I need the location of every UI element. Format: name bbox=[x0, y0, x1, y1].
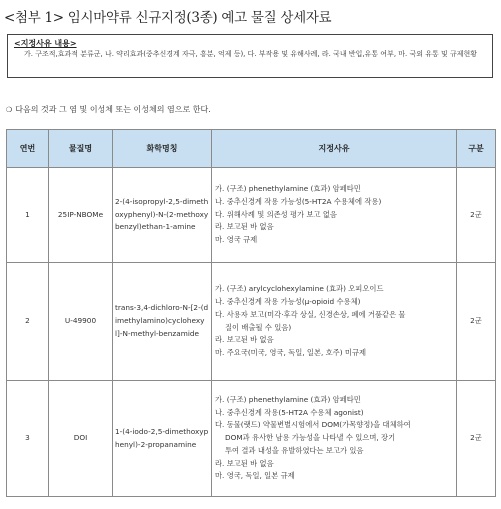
reason-line: 투여 결과 내성을 유발하였다는 보고가 있음 bbox=[225, 445, 364, 455]
header-substance: 물질명 bbox=[49, 130, 113, 168]
reason-line: 라. 보고된 바 없음 bbox=[215, 335, 274, 345]
legend-heading: <지정사유 내용> bbox=[14, 39, 77, 48]
reason-line: 나. 중추신경계 작용 가능성(μ-opioid 수용체) bbox=[215, 297, 361, 307]
header-no: 연번 bbox=[7, 130, 49, 168]
row-category: 2군 bbox=[457, 381, 496, 497]
header-category: 구분 bbox=[457, 130, 496, 168]
row-category: 2군 bbox=[457, 168, 496, 263]
legend-content: 가. 구조적,효과적 분류군, 나. 약리효과(중추신경계 자극, 흥분, 억제 등), 다. 부작용 및 유해사례, 라. 국내 반입,유통 여부, 마. 국외 유통 및 규제현황 bbox=[24, 50, 478, 58]
row-chemical: trans-3,4-dichloro-N-[2-(dimethylamino)cyclohexyl]-N-methyl-benzamide bbox=[113, 263, 212, 381]
reason-line: 다. 동물(랫드) 약물변별시험에서 DOM(가목향정)을 대체하여 bbox=[215, 420, 411, 430]
row-substance: 25IP-NBOMe bbox=[49, 168, 113, 263]
table-header-row bbox=[7, 130, 496, 168]
table-row bbox=[7, 381, 496, 497]
reason-line: DOM과 유사한 남용 가능성을 나타낼 수 있으며, 장기 bbox=[225, 433, 396, 443]
reason-line: 가. (구조) phenethylamine (효과) 암페타민 bbox=[215, 184, 361, 194]
row-no: 3 bbox=[7, 381, 49, 497]
row-chemical: 1-(4-iodo-2,5-dimethoxyphenyl)-2-propanamine bbox=[113, 381, 212, 497]
table-row bbox=[7, 168, 496, 263]
reason-line: 다. 위해사례 및 의존성 평가 보고 없음 bbox=[215, 209, 337, 219]
reason-line: 나. 중추신경계 작용 가능성(5-HT2A 수용체에 작용) bbox=[215, 196, 382, 206]
table-row bbox=[7, 263, 496, 381]
row-substance: U-49900 bbox=[49, 263, 113, 381]
circle-bullet-icon: ❍ bbox=[6, 106, 13, 114]
header-reason: 지정사유 bbox=[212, 130, 457, 168]
row-chemical: 2-(4-isopropyl-2,5-dimethoxyphenyl)-N-(2-methoxybenzyl)ethan-1-amine bbox=[113, 168, 212, 263]
reason-line: 다. 사용자 보고(미각·후각 상실, 신경손상, 폐에 거품같은 물 bbox=[215, 309, 406, 319]
document-title: <첨부 1> 임시마약류 신규지정(3종) 예고 물질 상세자료 bbox=[4, 10, 332, 26]
row-reasons bbox=[212, 168, 457, 263]
reason-line: 라. 보고된 바 없음 bbox=[215, 458, 274, 468]
row-substance: DOI bbox=[49, 381, 113, 497]
reason-line: 마. 주요국(미국, 영국, 독일, 일본, 호주) 미규제 bbox=[215, 347, 367, 357]
reason-line: 마. 영국 규제 bbox=[215, 235, 258, 245]
row-category: 2군 bbox=[457, 263, 496, 381]
reason-line: 마. 영국, 독일, 일본 규제 bbox=[215, 471, 295, 481]
substance-table bbox=[6, 129, 496, 497]
reason-legend-box bbox=[7, 34, 493, 78]
row-no: 1 bbox=[7, 168, 49, 263]
row-reasons bbox=[212, 381, 457, 497]
scope-note bbox=[6, 104, 211, 115]
scope-note-text: 다음의 것과 그 염 및 이성체 또는 이성체의 염으로 한다. bbox=[15, 105, 211, 114]
reason-line: 가. (구조) phenethylamine (효과) 암페타민 bbox=[215, 395, 361, 405]
reason-line: 라. 보고된 바 없음 bbox=[215, 222, 274, 232]
reason-line: 가. (구조) arylcyclohexylamine (효과) 오피오이드 bbox=[215, 284, 384, 294]
header-chemical: 화학명칭 bbox=[113, 130, 212, 168]
reason-line: 질이 배출될 수 있음) bbox=[225, 322, 292, 332]
reason-line: 나. 중추신경계 작용(5-HT2A 수용체 agonist) bbox=[215, 407, 364, 417]
row-no: 2 bbox=[7, 263, 49, 381]
row-reasons bbox=[212, 263, 457, 381]
